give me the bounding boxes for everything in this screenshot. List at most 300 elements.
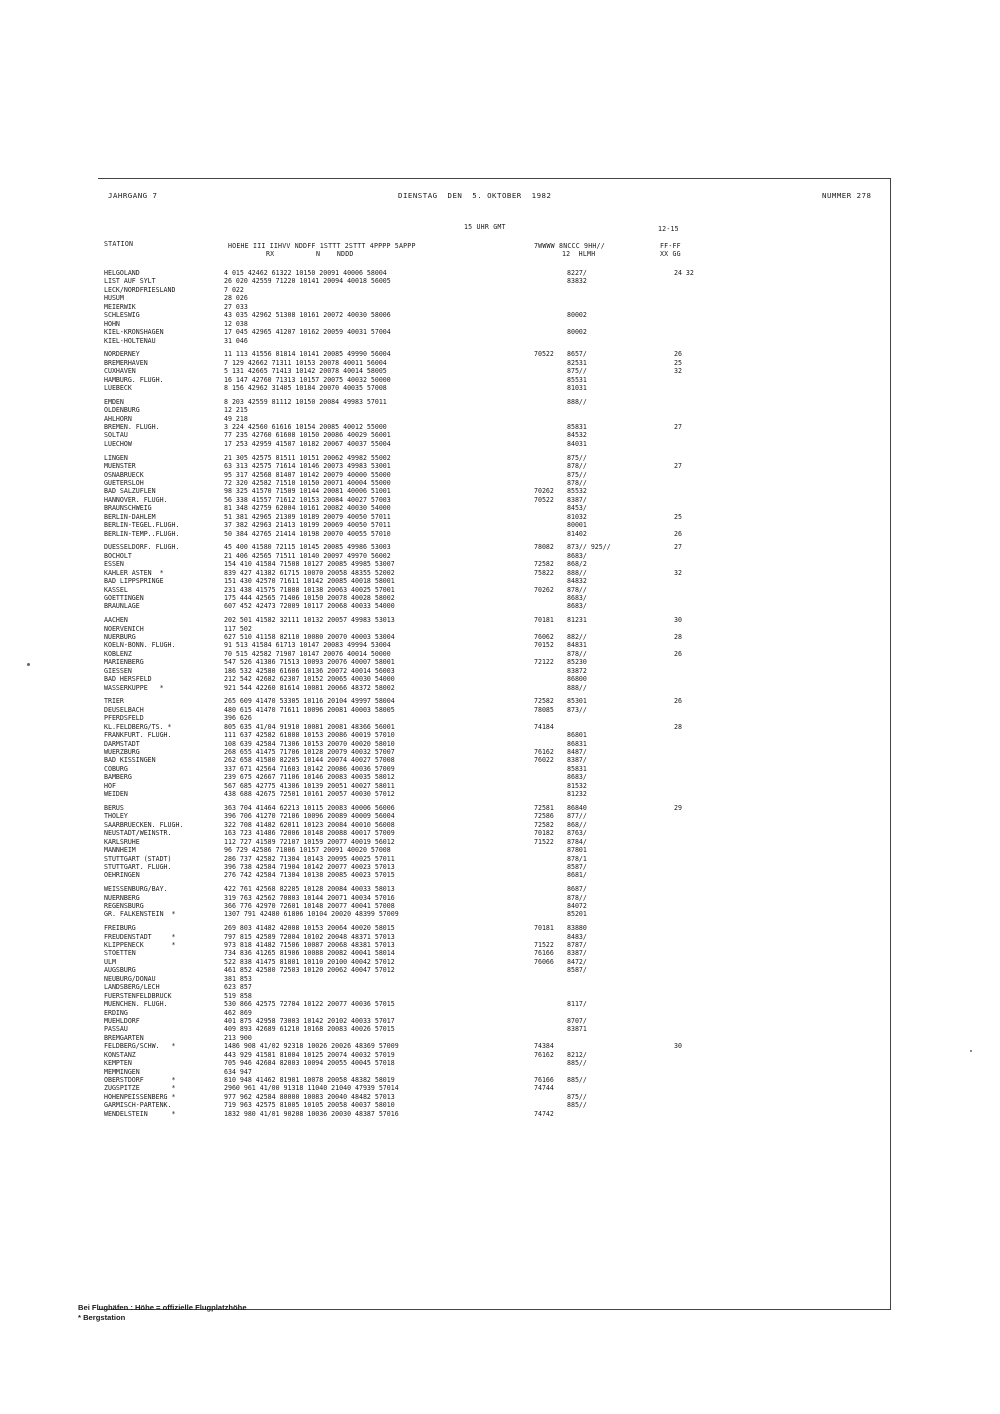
observation-data: 973 818 41482 71506 10087 20068 48381 57013 [224, 941, 395, 950]
observation-data: 977 962 42584 80000 10083 20040 48482 57013 [224, 1092, 395, 1101]
table-row [104, 406, 864, 414]
station-name: LINGEN [104, 453, 128, 462]
station-name: KL.FELDBERG/TS. * [104, 722, 172, 731]
report-date: DIENSTAG DEN 5. OKTOBER 1982 [398, 191, 552, 200]
cloud-code: 8472/ [567, 957, 587, 966]
table-row [104, 1017, 864, 1025]
table-row [104, 398, 864, 406]
station-name: MUEHLDORF [104, 1016, 140, 1025]
table-row [104, 1076, 864, 1084]
cloud-code: 878// [567, 649, 587, 658]
station-name: GIESSEN [104, 666, 132, 675]
observation-data: 63 313 42575 71614 10146 20073 49983 53001 [224, 462, 391, 471]
table-row [104, 684, 864, 692]
table-row [104, 992, 864, 1000]
station-group [104, 924, 864, 1118]
station-name: KONSTANZ [104, 1050, 136, 1059]
weather-code: 70152 [534, 641, 554, 650]
station-name: NUERBURG [104, 632, 136, 641]
observation-data: 396 706 41270 72106 10096 20089 40009 56004 [224, 812, 395, 821]
observation-data: 286 737 42582 71304 10143 20095 40025 57011 [224, 854, 395, 863]
station-name: MUENSTER [104, 462, 136, 471]
table-row [104, 471, 864, 479]
table-row [104, 812, 864, 820]
observation-data: 51 381 42965 21309 10189 20079 40050 57011 [224, 512, 391, 521]
cloud-code: 875// [567, 1092, 587, 1101]
table-row [104, 633, 864, 641]
gust-value: 26 [674, 529, 682, 538]
observation-data: 319 763 42562 70803 10144 20071 40034 57016 [224, 893, 395, 902]
station-name: GOETTINGEN [104, 593, 144, 602]
station-name: OLDENBURG [104, 406, 140, 415]
weather-code: 76162 [534, 747, 554, 756]
weather-code: 72581 [534, 803, 554, 812]
punch-mark [970, 1050, 972, 1052]
cloud-code: 888// [567, 683, 587, 692]
observation-data: 839 427 41382 61715 10070 20058 48355 52002 [224, 568, 395, 577]
weather-code: 74184 [534, 722, 554, 731]
station-group [104, 269, 864, 345]
station-group [104, 350, 864, 392]
station-name: THOLEY [104, 812, 128, 821]
weather-code: 70262 [534, 585, 554, 594]
observation-data: 96 729 42586 71806 10157 20091 40020 57008 [224, 846, 391, 855]
station-name: STUTTGART (STADT) [104, 854, 172, 863]
observation-data: 8 203 42559 81112 10150 20084 49983 57011 [224, 397, 387, 406]
observation-data: 154 410 41584 71508 10127 20085 49985 53007 [224, 560, 395, 569]
cloud-code: 8687/ [567, 885, 587, 894]
table-row [104, 885, 864, 893]
table-row [104, 804, 864, 812]
table-row [104, 376, 864, 384]
station-name: WEIDEN [104, 790, 128, 799]
weather-code: 70181 [534, 924, 554, 933]
table-row [104, 294, 864, 302]
code-header: HOEHE III IIHVV NDDFF 1STTT 2STTT 4PPPP 5APPP [228, 242, 416, 250]
station-group [104, 697, 864, 798]
cloud-code: 8483/ [567, 932, 587, 941]
observation-data: 72 320 42582 71510 10150 20071 40004 55000 [224, 478, 391, 487]
station-name: AACHEN [104, 616, 128, 625]
station-name: WEISSENBURG/BAY. [104, 885, 168, 894]
gust-value: 32 [674, 367, 682, 376]
observation-data: 56 338 41557 71612 10153 20084 40027 57003 [224, 495, 391, 504]
cloud-code: 8117/ [567, 1000, 587, 1009]
table-row [104, 829, 864, 837]
station-name: GARMISCH-PARTENK. [104, 1101, 172, 1110]
table-row [104, 303, 864, 311]
cloud-code: 888// [567, 397, 587, 406]
table-row [104, 1009, 864, 1017]
gust-value: 25 [674, 358, 682, 367]
table-row [104, 577, 864, 585]
cloud-code: 885// [567, 1101, 587, 1110]
cloud-code: 84831 [567, 641, 587, 650]
cloud-code: 84832 [567, 577, 587, 586]
table-row [104, 530, 864, 538]
cloud-code: 878// [567, 893, 587, 902]
gust-subheader: XX GG [660, 250, 681, 258]
observation-data: 81 348 42759 62004 10161 20082 40030 54000 [224, 504, 391, 513]
cloud-code: 8707/ [567, 1016, 587, 1025]
observation-data: 98 325 41570 71509 10144 20081 40006 51001 [224, 487, 391, 496]
station-name: NUERNBERG [104, 893, 140, 902]
observation-data: 108 639 42584 71306 10153 20070 40020 58010 [224, 739, 395, 748]
table-row [104, 504, 864, 512]
cloud-code: 8453/ [567, 504, 587, 513]
cloud-code: 878// [567, 478, 587, 487]
period-header: 12-15 [658, 225, 679, 233]
station-name: BRAUNSCHWEIG [104, 504, 152, 513]
station-name: KOELN-BONN. FLUGH. [104, 641, 176, 650]
weather-code: 76166 [534, 949, 554, 958]
cloud-code: 83832 [567, 277, 587, 286]
station-name: DUESSELDORF. FLUGH. [104, 543, 180, 552]
observation-data: 175 444 42565 71406 10150 20078 40028 58002 [224, 593, 395, 602]
station-name: AUGSBURG [104, 966, 136, 975]
cloud-code: 85531 [567, 375, 587, 384]
station-name: NEUSTADT/WEINSTR. [104, 829, 172, 838]
station-name: WENDELSTEIN * [104, 1109, 176, 1118]
table-row [104, 1101, 864, 1109]
table-row [104, 941, 864, 949]
station-group [104, 543, 864, 611]
weather-code: 74384 [534, 1042, 554, 1051]
cloud-code: 8787/ [567, 941, 587, 950]
station-name: PASSAU [104, 1025, 128, 1034]
observation-data: 522 838 41475 81801 10110 20100 40042 57012 [224, 957, 395, 966]
observation-data: 17 045 42965 41207 10162 20059 40031 57004 [224, 328, 391, 337]
footer-notes [78, 1303, 247, 1322]
cloud-code: 82531 [567, 358, 587, 367]
volume-label: JAHRGANG 7 [108, 191, 158, 200]
cloud-code: 875// [567, 453, 587, 462]
table-row [104, 496, 864, 504]
station-group [104, 804, 864, 880]
station-name: KEMPTEN [104, 1059, 132, 1068]
station-name: BAD SALZUFLEN [104, 487, 156, 496]
station-name: HANNOVER. FLUGH. [104, 495, 168, 504]
table-row [104, 871, 864, 879]
table-row [104, 838, 864, 846]
station-name: REGENSBURG [104, 902, 144, 910]
table-row [104, 910, 864, 918]
observation-data: 409 893 42689 61210 10168 20083 40026 57015 [224, 1025, 395, 1034]
cloud-code: 85201 [567, 910, 587, 919]
weather-code: 72582 [534, 697, 554, 706]
observation-data: 7 022 [224, 285, 244, 294]
cloud-code: 8387/ [567, 949, 587, 958]
station-name: OBERSTDORF * [104, 1076, 176, 1085]
table-row [104, 1034, 864, 1042]
observation-data: 567 685 42775 41306 10139 20051 40027 58011 [224, 781, 395, 790]
gust-value: 26 [674, 697, 682, 706]
observation-data: 111 637 42582 61808 10153 20086 40019 57010 [224, 731, 395, 740]
table-row [104, 384, 864, 392]
weather-code: 76166 [534, 1076, 554, 1085]
cloud-code: 882// [567, 632, 587, 641]
cloud-code: 8387/ [567, 756, 587, 765]
table-row [104, 1068, 864, 1076]
cloud-code: 81532 [567, 781, 587, 790]
station-name: WUERZBURG [104, 747, 140, 756]
table-row [104, 277, 864, 285]
table-row [104, 479, 864, 487]
table-row [104, 560, 864, 568]
station-name: BAD KISSINGEN [104, 756, 156, 765]
observation-data: 21 406 42565 71511 10140 20097 49970 56002 [224, 551, 391, 560]
station-header: STATION [104, 240, 134, 248]
observation-data: 49 218 [224, 414, 248, 423]
punch-mark [27, 663, 30, 666]
table-row [104, 462, 864, 470]
weather-code: 74744 [534, 1084, 554, 1093]
observation-data: 2960 961 41/00 91318 11040 21040 47939 57014 [224, 1084, 399, 1093]
table-row [104, 311, 864, 319]
weather-code: 70262 [534, 487, 554, 496]
weather-code: 76022 [534, 756, 554, 765]
observation-data: 269 803 41482 42008 10153 20064 40020 58015 [224, 924, 395, 933]
table-row [104, 740, 864, 748]
station-name: MEIERWIK [104, 302, 136, 311]
cloud-code: 8683/ [567, 551, 587, 560]
table-row [104, 569, 864, 577]
observation-data: 11 113 41556 81814 10141 20085 49990 56004 [224, 350, 391, 359]
observation-data: 239 675 42667 71106 10146 20083 40035 58012 [224, 773, 395, 782]
observation-data: 805 635 41/04 91910 10081 20081 48366 56001 [224, 722, 395, 731]
gust-value: 28 [674, 632, 682, 641]
table-row [104, 983, 864, 991]
station-name: OEHRINGEN [104, 871, 140, 880]
observation-data: 1307 791 42480 61806 10104 20020 48399 57009 [224, 910, 399, 919]
observation-data: 627 510 41158 82110 10080 20070 40003 53004 [224, 632, 395, 641]
station-name: DARMSTADT [104, 739, 140, 748]
table-row [104, 350, 864, 358]
station-name: LECK/NORDFRIESLAND [104, 285, 176, 294]
weather-code: 76062 [534, 632, 554, 641]
station-name: HUSUM [104, 294, 124, 303]
observation-data: 366 776 42970 72601 10148 20077 40041 57008 [224, 902, 395, 910]
observation-data: 117 502 [224, 624, 252, 633]
cloud-code: 87801 [567, 846, 587, 855]
observation-data: 734 836 41265 81906 10088 20082 40041 58014 [224, 949, 395, 958]
table-row [104, 790, 864, 798]
cloud-code: 878// [567, 585, 587, 594]
station-name: BERUS [104, 803, 124, 812]
gust-value: 25 [674, 512, 682, 521]
observation-data: 363 704 41464 62213 10115 20083 40006 56006 [224, 803, 395, 812]
observation-data: 443 929 41581 81004 10125 20074 40032 57019 [224, 1050, 395, 1059]
table-row [104, 821, 864, 829]
cloud-code: 83871 [567, 1025, 587, 1034]
observation-data: 401 875 42958 73003 10142 20102 40033 57017 [224, 1016, 395, 1025]
table-row [104, 367, 864, 375]
station-name: COBURG [104, 764, 128, 773]
station-name: MANNHEIM [104, 846, 136, 855]
observation-data: 438 688 42675 72501 10161 20057 40030 57012 [224, 790, 395, 799]
airport-note: Bei Flughäfen : Höhe = offizielle Flugplatzhöhe [78, 1303, 247, 1312]
cloud-code: 86831 [567, 739, 587, 748]
station-name: NORDERNEY [104, 350, 140, 359]
observation-data: 31 046 [224, 336, 248, 345]
station-group [104, 398, 864, 449]
gust-header: FF-FF [660, 242, 681, 250]
observation-data: 7 129 42662 71311 10153 20078 40011 56004 [224, 358, 387, 367]
observation-data: 213 900 [224, 1033, 252, 1042]
table-row [104, 958, 864, 966]
observation-data: 480 615 41470 71611 10096 20081 40003 58005 [224, 705, 395, 714]
table-row [104, 765, 864, 773]
table-row [104, 337, 864, 345]
cloud-code: 81232 [567, 790, 587, 799]
station-name: BAMBERG [104, 773, 132, 782]
observation-data: 1832 980 41/01 90208 10036 20030 48387 57016 [224, 1109, 399, 1118]
observation-data: 163 723 41486 72006 10148 20088 40017 57009 [224, 829, 395, 838]
cloud-code: 84532 [567, 431, 587, 440]
observation-data: 461 852 42580 72503 10120 20062 40047 57012 [224, 966, 395, 975]
table-row [104, 1059, 864, 1067]
table-row [104, 1025, 864, 1033]
weather-code: 71522 [534, 941, 554, 950]
cloud-code: 85831 [567, 423, 587, 432]
station-name: HAMBURG. FLUGH. [104, 375, 164, 384]
station-name: HOHN [104, 319, 120, 328]
cloud-code: 8487/ [567, 747, 587, 756]
cloud-code: 83880 [567, 924, 587, 933]
cloud-code: 878// [567, 462, 587, 471]
observation-data: 186 532 42580 61606 10136 20072 40014 56003 [224, 666, 395, 675]
table-row [104, 320, 864, 328]
cloud-code: 875// [567, 470, 587, 479]
table-row [104, 543, 864, 551]
weather-code: 70182 [534, 829, 554, 838]
station-name: HELGOLAND [104, 269, 140, 277]
station-name: NOERVENICH [104, 624, 144, 633]
observation-data: 202 501 41582 32111 10132 20057 49983 53013 [224, 616, 395, 625]
issue-number: NUMMER 278 [822, 191, 872, 200]
station-name: FREUDENSTADT * [104, 932, 176, 941]
table-row [104, 423, 864, 431]
observation-data: 268 655 41475 71706 10128 20079 40032 57007 [224, 747, 395, 756]
station-name: LUEBECK [104, 383, 132, 392]
gust-value: 27 [674, 543, 682, 552]
observation-data: 322 708 41482 62011 10123 20084 40010 56008 [224, 820, 395, 829]
station-name: DEUSELBACH [104, 705, 144, 714]
station-name: WASSERKUPPE * [104, 683, 164, 692]
cloud-code: 84031 [567, 439, 587, 448]
observation-data: 151 430 42570 71611 10142 20085 40018 58001 [224, 577, 395, 586]
station-name: FELDBERG/SCHW. * [104, 1042, 176, 1051]
cloud-code: 8681/ [567, 871, 587, 880]
observation-data: 422 761 42568 82205 10128 20084 40033 58013 [224, 885, 395, 894]
table-row [104, 328, 864, 336]
cloud-code: 8387/ [567, 495, 587, 504]
station-name: LIST AUF SYLT [104, 277, 156, 286]
observation-data: 212 542 42682 62307 10152 20065 40030 54000 [224, 675, 395, 684]
station-name: BAD LIPPSPRINGE [104, 577, 164, 586]
station-name: KIEL-KRONSHAGEN [104, 328, 164, 337]
gust-value: 32 [674, 568, 682, 577]
observation-data: 462 869 [224, 1008, 252, 1017]
table-row [104, 902, 864, 910]
observation-data: 276 742 42584 71304 10138 20085 40023 57015 [224, 871, 395, 880]
observation-data: 265 609 41470 53305 10116 20104 49997 58004 [224, 697, 395, 706]
observation-data: 28 026 [224, 294, 248, 303]
gust-value: 26 [674, 649, 682, 658]
weather-code: 72582 [534, 560, 554, 569]
cloud-code: 8784/ [567, 837, 587, 846]
weather-subheader: 12 HLMH [562, 250, 596, 258]
observation-data: 50 384 42765 21414 10198 20070 40055 57010 [224, 529, 391, 538]
cloud-code: 8212/ [567, 1050, 587, 1059]
table-row [104, 521, 864, 529]
station-name: MEMMINGEN [104, 1067, 140, 1076]
observation-data: 623 857 [224, 983, 252, 992]
weather-code: 78082 [534, 543, 554, 552]
table-row [104, 1051, 864, 1059]
observation-data: 396 626 [224, 714, 252, 723]
station-name: BOCHOLT [104, 551, 132, 560]
station-group [104, 616, 864, 692]
station-name: KIEL-HOLTENAU [104, 336, 156, 345]
gust-value: 27 [674, 462, 682, 471]
station-group [104, 885, 864, 919]
weather-code: 70181 [534, 616, 554, 625]
station-name: BREMERHAVEN [104, 358, 148, 367]
observation-data: 396 738 42584 71904 10142 20077 40023 57013 [224, 862, 395, 871]
table-row [104, 440, 864, 448]
cloud-code: 80002 [567, 328, 587, 337]
weather-code: 76162 [534, 1050, 554, 1059]
cloud-code: 8657/ [567, 350, 587, 359]
weather-code: 71522 [534, 837, 554, 846]
table-row [104, 966, 864, 974]
gust-value: 28 [674, 722, 682, 731]
gust-value: 30 [674, 1042, 682, 1051]
observation-data: 95 317 42568 81407 10142 20079 40000 55000 [224, 470, 391, 479]
station-name: TRIER [104, 697, 124, 706]
cloud-code: 85831 [567, 764, 587, 773]
station-name: MARIENBERG [104, 658, 144, 667]
station-group [104, 454, 864, 538]
weather-code: 72122 [534, 658, 554, 667]
cloud-code: 81402 [567, 529, 587, 538]
observation-data: 530 866 42575 72704 10122 20077 40036 57015 [224, 1000, 395, 1009]
station-name: EMDEN [104, 397, 124, 406]
station-name: SAARBRUECKEN. FLUGH. [104, 820, 184, 829]
table-row [104, 269, 864, 277]
cloud-code: 81032 [567, 512, 587, 521]
station-name: KOBLENZ [104, 649, 132, 658]
table-row [104, 658, 864, 666]
table-row [104, 1110, 864, 1118]
station-name: FRANKFURT. FLUGH. [104, 731, 172, 740]
cloud-code: 868// [567, 820, 587, 829]
cloud-code: 873// 925// [567, 543, 611, 552]
table-row [104, 1042, 864, 1050]
observation-data: 12 215 [224, 406, 248, 415]
table-row [104, 697, 864, 705]
table-row [104, 431, 864, 439]
cloud-code: 878/1 [567, 854, 587, 863]
station-name: ESSEN [104, 560, 124, 569]
observation-data: 43 035 42962 51308 10161 20072 40030 58006 [224, 311, 391, 320]
observation-data: 797 815 42589 72004 10102 20048 48371 57013 [224, 932, 395, 941]
weather-code: 70522 [534, 495, 554, 504]
observation-data: 5 131 42665 71413 10142 20078 40014 58005 [224, 367, 387, 376]
gust-value: 30 [674, 616, 682, 625]
observation-data: 810 948 41462 81901 10078 20058 48382 58019 [224, 1076, 395, 1085]
